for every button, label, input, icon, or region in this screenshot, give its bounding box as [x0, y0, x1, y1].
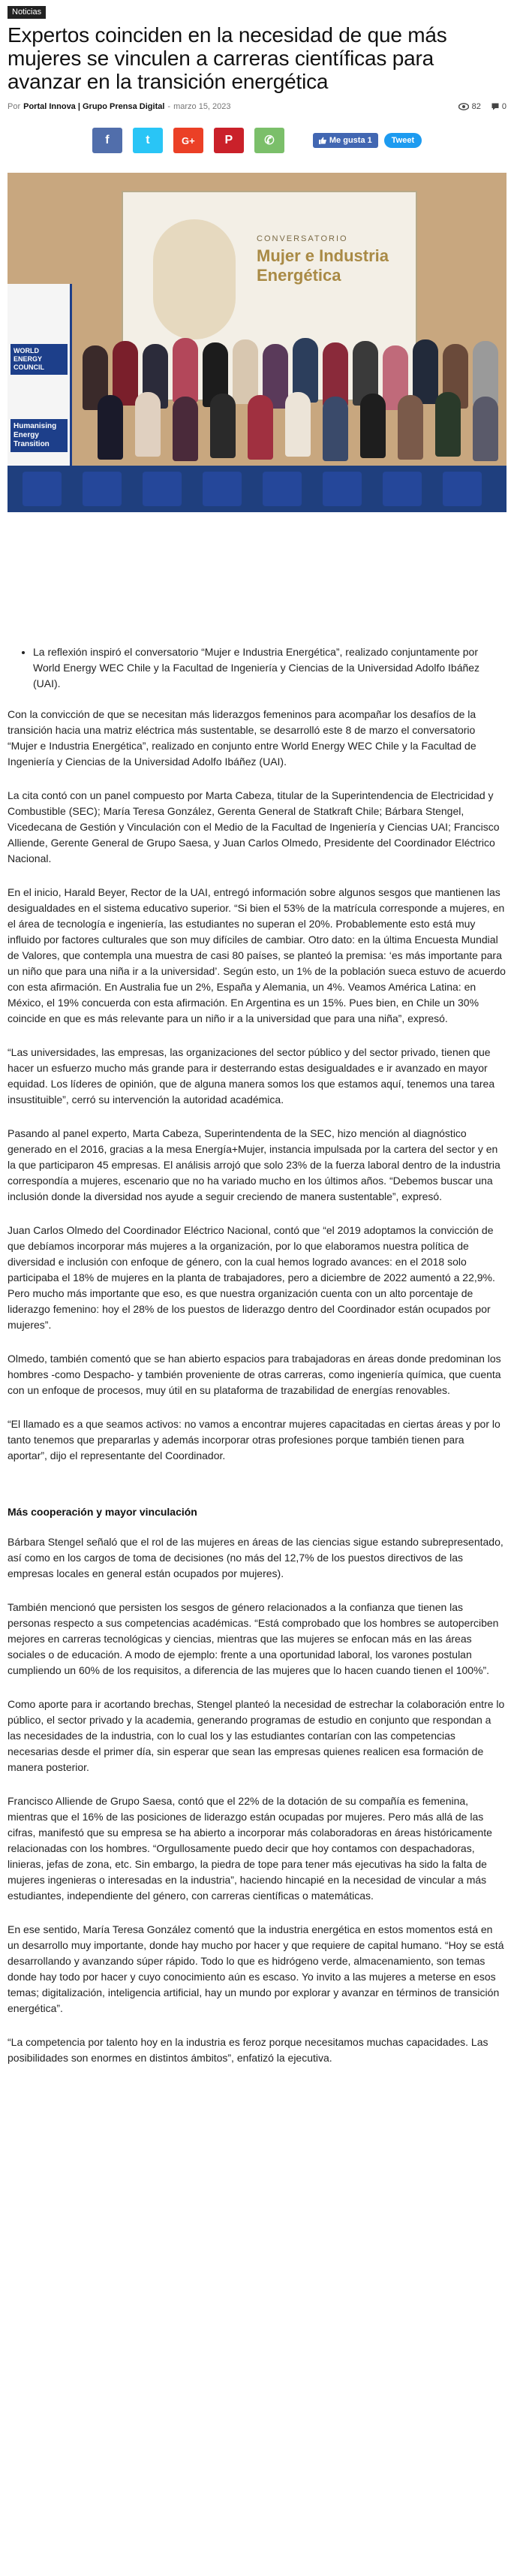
publish-date: marzo 15, 2023	[173, 102, 231, 111]
banner-slogan: Humanising Energy Transition	[11, 419, 68, 452]
paragraph: Bárbara Stengel señaló que el rol de las mujeres en áreas de las ciencias sigue estando subrepresentado, así como en los cargos de toma de decisiones (no más del 12,7% de los puestos directivos de las empresas locales en general están ocupados por mujeres).	[8, 1536, 503, 1579]
seat	[23, 472, 62, 506]
attendee	[248, 395, 273, 460]
section-heading: Más cooperación y mayor vinculación	[8, 1506, 197, 1518]
article-stats	[458, 102, 506, 111]
whatsapp-share-button[interactable]	[254, 128, 284, 153]
paragraph: La cita contó con un panel compuesto por Marta Cabeza, titular de la Superintendencia de Electricidad y Combustible (SEC); María Teresa González, Gerenta General de Statkraft Chile; Bárbara Stengel, Vicedecana de Gestión y Vinculación con el Medio de la Facultad de Ingeniería y Ciencias UAI; Francisco Alliende, Gerente General de Grupo Saesa, y Juan Carlos Olmedo, Presidente del Coordinador Eléctrico Nacional.	[8, 789, 500, 864]
attendee	[413, 339, 438, 404]
paragraph: Con la convicción de que se necesitan más liderazgos femeninos para acompañar los desafíos de la transición hacia una matriz eléctrica más sustentable, se desarrolló este 8 de marzo el conversatorio “Mujer e Industria Energética”, realizado en conjunto entre World Energy WEC Chile y la Facultad de Ingeniería y Ciencias de la Universidad Adolfo Ibáñez (UAI).	[8, 708, 476, 768]
paragraph: En ese sentido, María Teresa González comentó que la industria energética en estos momentos está en un desarrollo muy importante, donde hay mucho por hacer y que requiere de capital humano. “Hoy se está desarrollando y avanzando súper rápido. Todo lo que es hidrógeno verde, almacenamiento, son temas donde hay todo por hacer y cuyo conocimiento aún es escaso. Yo invito a las mujeres a meterse en esos temas; digitalización, inteligencia artificial, hay un mundo por explorar y avanzar en términos de transición energética”.	[8, 1923, 504, 2014]
attendee	[135, 392, 161, 457]
tweet-button[interactable]	[384, 133, 422, 148]
seat	[203, 472, 242, 506]
ad-space	[8, 542, 506, 617]
paragraph: Olmedo, también comentó que se han abierto espacios para trabajadoras en áreas donde predominan los hombres -como Despacho- y también proveniente de otras carreras, como ingeniería química, que cuenta con un enfoque de procesos, muy útil en su plataforma de trazabilidad de energías renovables.	[8, 1353, 501, 1396]
paragraph: Como aporte para ir acortando brechas, Stengel planteó la necesidad de estrechar la colaboración entre lo público, el sector privado y la academia, generando programas de estudio en conjunto que respondan a las necesidades de la industria, con lo cual los y las estudiantes contarían con las competencias necesarias desde el primer día, sin esperar que sean las empresas quienes realicen esa formación de manera posterior.	[8, 1698, 505, 1773]
group-of-attendees	[83, 323, 503, 473]
attendee	[323, 397, 348, 461]
attendee	[360, 394, 386, 458]
banner-logo-text: WORLD ENERGY COUNCIL	[11, 344, 68, 375]
category-tag[interactable]: Noticias	[8, 6, 46, 19]
share-bar	[8, 128, 506, 153]
seat	[143, 472, 182, 506]
lead-item: • La reflexión inspiró el conversatorio “Mujer e Industria Energética”, realizado conjuntamente por World Energy WEC Chile y la Facultad de Ingeniería y Ciencias de la Universidad Adolfo Ibáñez (UAI).	[33, 644, 506, 692]
paragraph: “La competencia por talento hoy en la industria es feroz porque necesitamos muchas capacidades. Las posibilidades son enormes en distintos ámbitos”, enfatizó la ejecutiva.	[8, 2036, 488, 2064]
attendee	[435, 392, 461, 457]
seat	[443, 472, 482, 506]
auditorium-seats	[8, 466, 506, 512]
attendee	[473, 397, 498, 461]
byline-separator: -	[167, 102, 171, 111]
attendee	[398, 395, 423, 460]
author-link[interactable]: Portal Innova | Grupo Prensa Digital	[23, 102, 165, 111]
thumbs-up-icon	[319, 137, 326, 144]
event-logo	[153, 219, 236, 339]
paragraph: Francisco Alliende de Grupo Saesa, contó que el 22% de la dotación de su compañía es femenina, mientras que el 16% de las posiciones de liderazgo están ocupadas por mujeres. Pero más allá de las cifras, manifestó que su empresa se ha abierto a incorporar más colaboradoras en áreas históricamente relacionadas con los hombres. “Orgullosamente puedo decir que hoy contamos con despachadoras, linieras, jefas de zona, etc. Sin embargo, la piedra de tope para tener más ejecutivas ha sido la falta de mujeres ingenieras o interesadas en la industria”, haciendo hincapié en la necesidad de vincular a más estudiantes, independiente del género, con carreras científicas o matemáticas.	[8, 1795, 492, 1902]
seat	[323, 472, 362, 506]
attendee	[173, 338, 198, 403]
attendee	[173, 397, 198, 461]
paragraph: “El llamado es a que seamos activos: no vamos a encontrar mujeres capacitadas en ciertas áreas y por lo tanto tenemos que prepararlas y además incorporar otras profesiones porque también tienen para aportar”, dijo el representante del Coordinador.	[8, 1418, 500, 1461]
views-count: 82	[471, 102, 481, 111]
lead-list	[8, 644, 506, 692]
paragraph: “Las universidades, las empresas, las organizaciones del sector público y del sector privado, tienen que hacer un esfuerzo mucho más grande para ir desterrando estas desigualdades e ir avanzado en mayor equidad. Los líderes de opinión, que de alguna manera somos los que estamos aquí, tenemos una tarea insustituible”, cerró su intervención la autoridad académica.	[8, 1046, 495, 1106]
hero-photo	[8, 173, 506, 512]
paragraph: Pasando al panel experto, Marta Cabeza, Superintendenta de la SEC, hizo mención al diagnóstico generado en el 2016, gracias a la mesa Energía+Mujer, instancia impulsada por la cartera del sector y en la que participaron 45 empresas. El análisis arrojó que solo 23% de la fuerza laboral dentro de la industria correspondía a mujeres, escenario que no ha variado mucho en los últimos años. “Debemos buscar una inclusión donde la diversidad nos ayude a seguir creciendo de manera sustentable”, expresó.	[8, 1127, 500, 1202]
wec-banner	[8, 284, 72, 487]
pinterest-share-button[interactable]	[214, 128, 244, 153]
like-label: Me gusta 1	[329, 136, 372, 145]
comment-icon	[491, 103, 499, 110]
twitter-share-button[interactable]	[133, 128, 163, 153]
social-widgets	[313, 133, 422, 148]
seat	[83, 472, 122, 506]
comments-counter[interactable]	[491, 102, 506, 111]
paragraph: En el inicio, Harald Beyer, Rector de la UAI, entregó información sobre algunos sesgos que mantienen las desigualdades en el sistema educativo superior. “Si bien el 53% de la matrícula corresponde a mujeres, en el área de tecnología e ingeniería, las estudiantes no superan el 20%. Probablemente esto está muy influido por factores culturales que son muy difíciles de cambiar. Otro dato: en la última Encuesta Mundial de Valores, que contempla una muestra de casi 80 países, se planteó la premisa: ‘es más importante para un niño que para una niña ir a la universidad’. Según esto, un 1% de la población sueca estuvo de acuerdo con esta afirmación. En Australia fue un 2%, España y Alemania, un 4%. Veamos América Latina: en México, el 19% concuerda con esta afirmación. En Argentina es un 15%. Pues bien, en Chile un 30% coincide en que es más relevante para un niño ir a la universidad que para una niña”, expresó.	[8, 886, 506, 1024]
google-plus-share-button[interactable]	[173, 128, 203, 153]
article-title: Expertos coinciden en la necesidad de que más mujeres se vinculen a carreras científicas para avanzar en la transición energética	[8, 23, 447, 93]
attendee	[285, 392, 311, 457]
facebook-share-button[interactable]	[92, 128, 122, 153]
facebook-icon: f	[105, 134, 110, 146]
screen-caption-subtitle: Energética	[257, 266, 341, 285]
article-body	[8, 542, 506, 2066]
comments-count: 0	[501, 102, 506, 111]
whatsapp-icon: ✆	[264, 134, 275, 147]
seat	[383, 472, 422, 506]
tweet-label: Tweet	[391, 136, 415, 145]
seat	[263, 472, 302, 506]
google-plus-icon: G+	[182, 134, 195, 146]
facebook-like-button[interactable]	[313, 133, 378, 148]
pinterest-icon: P	[224, 134, 233, 146]
paragraph: También mencionó que persisten los sesgos de género relacionados a la confianza que tienen las personas respecto a sus competencias académicas. “Está comprobado que los hombres se autoperciben mejores en carreras tecnológicas y ciencias, mientras que las mujeres se enfocan más en las áreas sociales o de educación. A modo de ejemplo: frente a una oportunidad laboral, los varones postulan cumpliendo un 60% de los requisitos, a diferencia de las mujeres que lo hacen cuando tienen el 100%”.	[8, 1601, 499, 1676]
attendee	[233, 339, 258, 404]
article-meta	[8, 102, 506, 111]
eye-icon	[458, 103, 469, 110]
views-counter	[458, 102, 481, 111]
by-label: Por	[8, 102, 21, 111]
screen-caption-title: Mujer e Industria	[257, 246, 389, 265]
screen-caption-small: CONVERSATORIO	[257, 234, 348, 243]
attendee	[210, 394, 236, 458]
attendee	[98, 395, 123, 460]
twitter-icon: t	[146, 134, 150, 146]
paragraph: Juan Carlos Olmedo del Coordinador Eléctrico Nacional, contó que “el 2019 adoptamos la convicción de que debíamos incorporar más mujeres a la organización, por lo que elaboramos nuestra política de diversidad e inclusión con enfoque de género, con la cual hemos logrado avances: en el 2018 solo participaba el 18% de mujeres en la planta de trabajadores, pero a diciembre de 2022 aumentó a 22,9%. Pero mucho más importante que eso, es que nuestra organización cuenta con un alto porcentaje de liderazgo femenino: hoy el 28% de los puestos de liderazgo dentro del Coordinador están ocupados por mujeres”.	[8, 1224, 495, 1331]
byline	[8, 102, 231, 111]
